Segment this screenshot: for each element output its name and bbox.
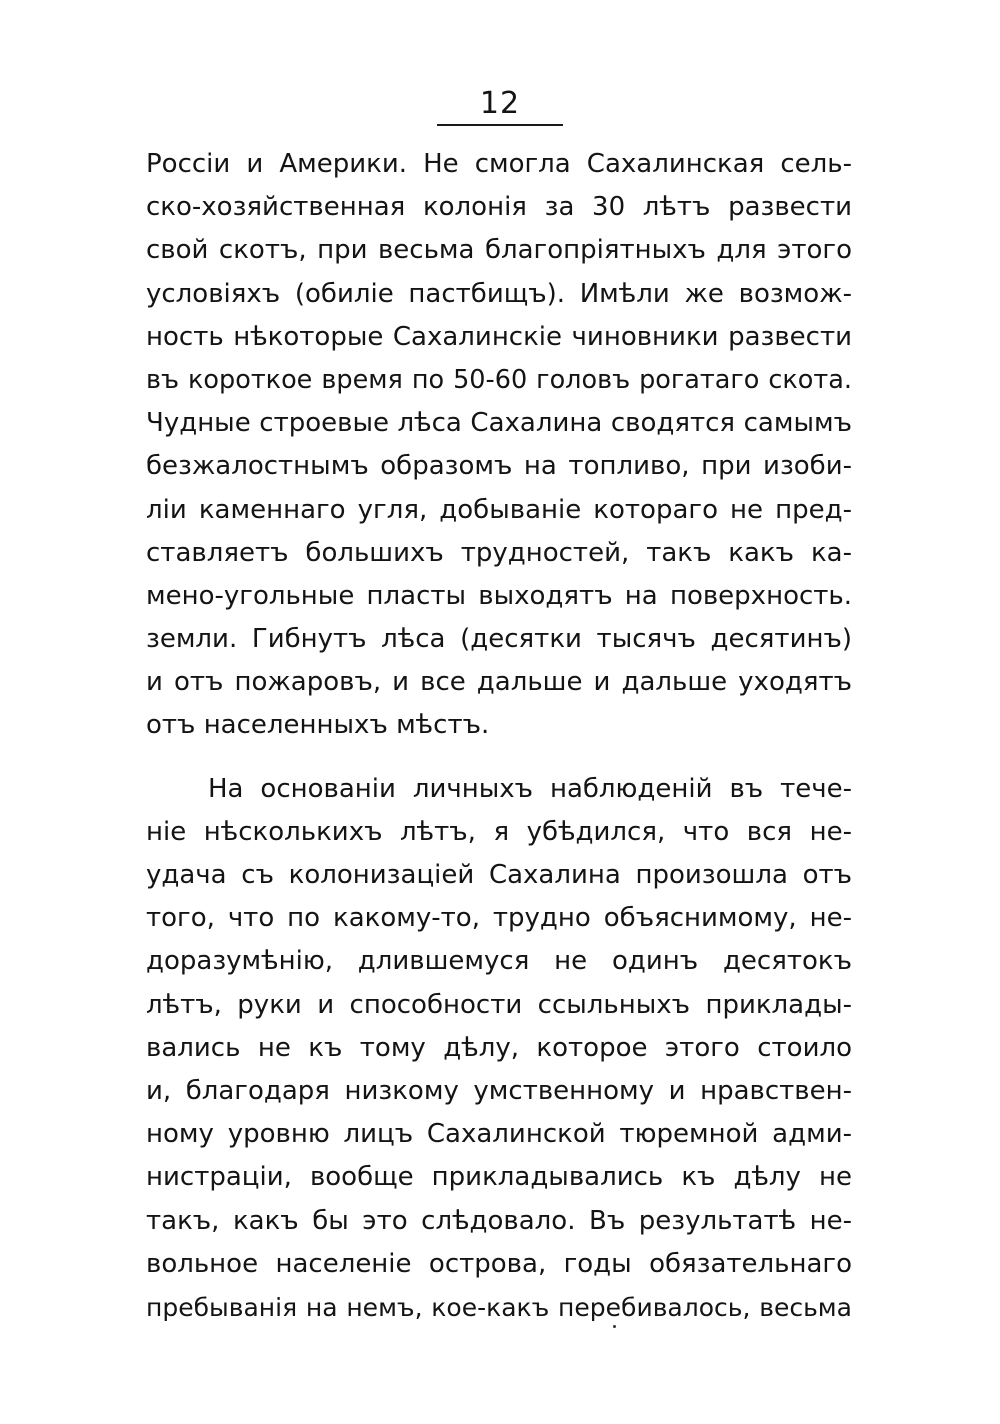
text-line: На основаніи личныхъ наблюденій въ тече- [208,773,852,804]
body-text [146,143,852,1329]
text-line: ному уровню лицъ Сахалинской тюремной адми- [146,1119,852,1150]
text-line: безжалостнымъ образомъ на топливо, при изоби- [146,451,852,482]
text-line: пребыванія на немъ, кое-какъ перебивалось, весьма [146,1292,852,1322]
text-line: и отъ пожаровъ, и все дальше и дальше уходятъ [146,667,852,698]
text-line: ніе нѣсколькихъ лѣтъ, я убѣдился, что вся не- [146,816,852,847]
text-line: ность нѣкоторые Сахалинскіе чиновники развести [146,321,852,352]
text-line: свой скотъ, при весьма благопріятныхъ для этого [146,235,852,266]
text-line: нистраціи, вообще прикладывались къ дѣлу не [146,1162,852,1193]
text-line: и, благодаря низкому умственному и нравствен- [146,1075,852,1106]
ink-speck [613,1325,616,1328]
text-line: Россіи и Америки. Не смогла Сахалинская сель- [146,149,852,179]
text-line: условіяхъ (обиліе пастбищъ). Имѣли же возмож- [146,278,852,309]
text-line: въ короткое время по 50-60 головъ рогатаго скота. [146,364,852,395]
page-number: 12 [479,86,521,121]
text-line: вались не къ тому дѣлу, которое этого стоило [146,1032,852,1063]
text-line: ліи каменнаго угля, добываніе котораго не пред- [146,494,852,525]
text-line: доразумѣнію, длившемуся не одинъ десятокъ [146,946,852,977]
text-line: ско-хозяйственная колонія за 30 лѣтъ развести [146,192,852,223]
text-line: мено-угольные пласты выходятъ на поверхность. [146,580,852,611]
text-line: лѣтъ, руки и способности ссыльныхъ приклады- [146,989,852,1020]
text-line: Чудные строевые лѣса Сахалина сводятся самымъ [146,408,852,439]
text-line: вольное населеніе острова, годы обязательнаго [146,1248,852,1279]
text-line: такъ, какъ бы это слѣдовало. Въ результатѣ не- [146,1205,852,1236]
text-line: удача съ колонизаціей Сахалина произошла отъ [146,860,852,890]
text-line: земли. Гибнутъ лѣса (десятки тысячъ десятинъ) [146,624,852,655]
header-rule [437,124,563,126]
paragraph-gap [146,748,852,768]
text-line: ставляетъ большихъ трудностей, такъ какъ ка- [146,537,852,568]
text-line: отъ населенныхъ мѣстъ. [146,710,490,741]
text-line: того, что по какому-то, трудно объяснимому, не- [146,903,852,934]
